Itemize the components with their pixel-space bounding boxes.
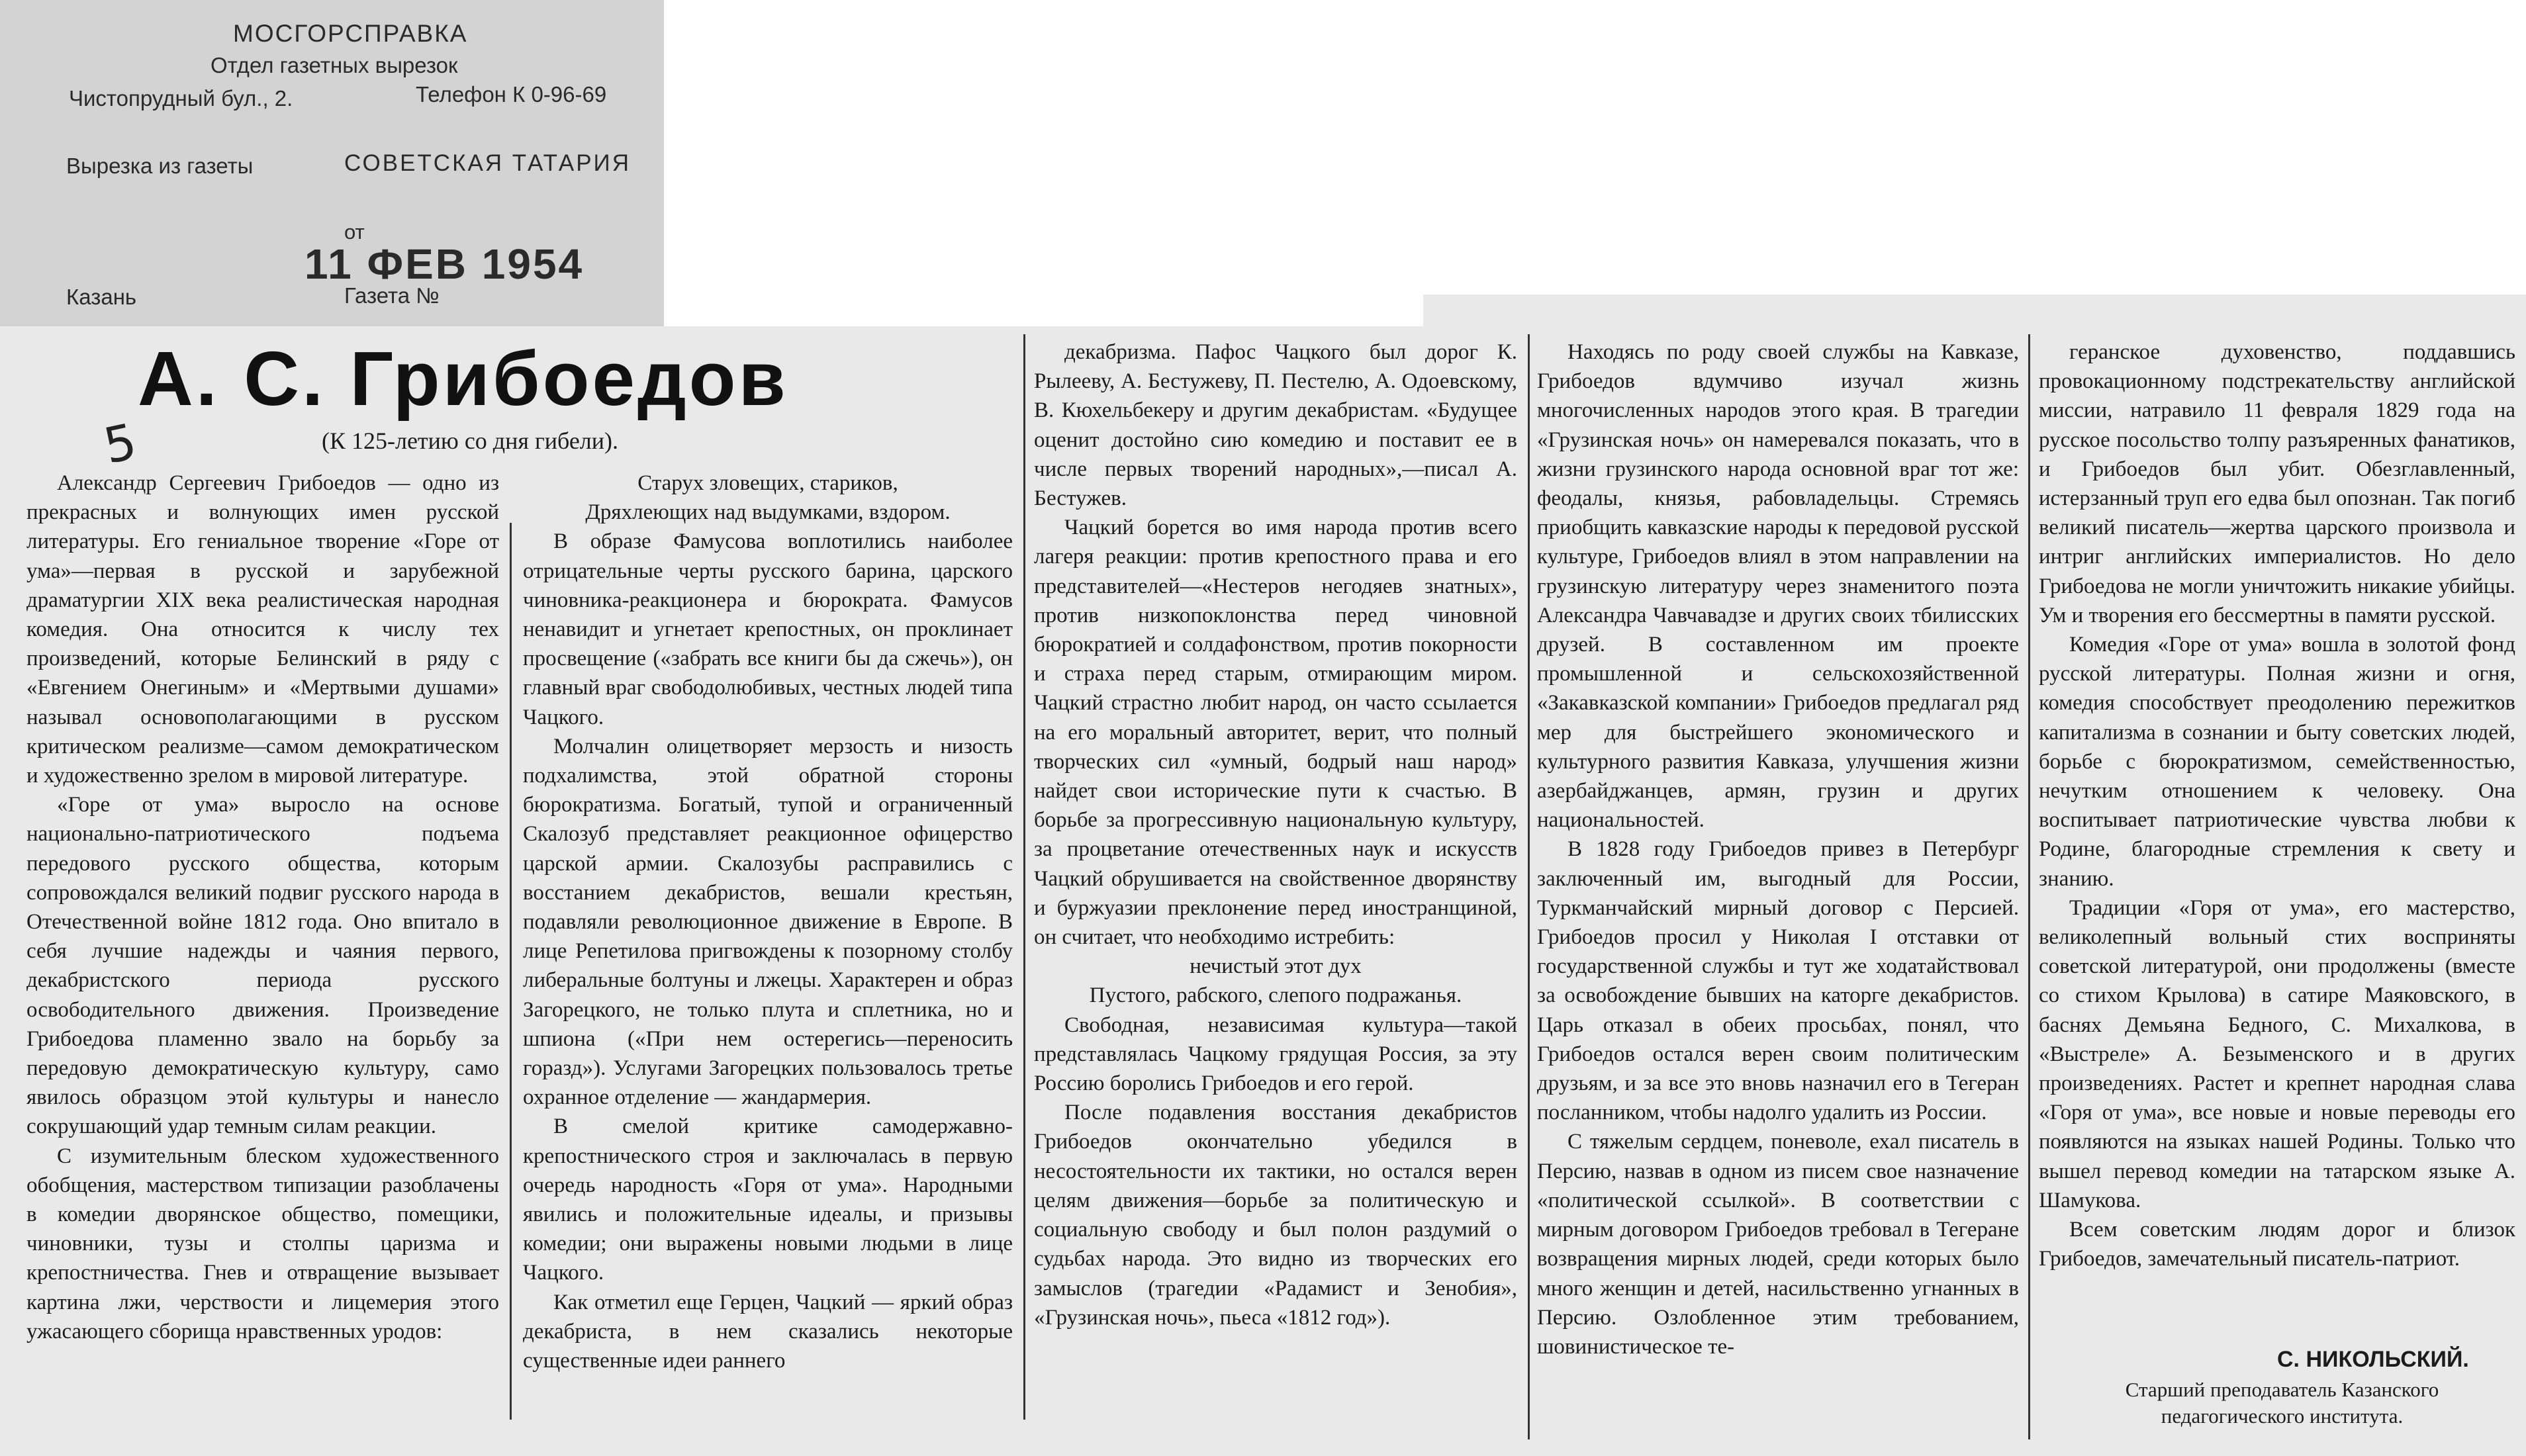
author-role: Старший преподаватель Казанского педагогического института. <box>2125 1378 2439 1428</box>
article-paragraph: Молчалин олицетворяет мерзость и низость подхалимства, этой обратной стороны бюрократизма. Богатый, тупой и ограниченный Скалозуб представляет реакционное офицерство царской армии. Скалозубы расправились с восстанием декабристов, вешали крестьян, подавляли революционное движение в Европе. В лице Репетилова пригвождены к позорному столбу либеральные болтуны и лжецы. Характерен и образ Загорецкого, не только плута и сплетника, но и шпиона («При нем остерегись—переносить горазд»). Услугами Загорецких пользовалось третье охранное отделение — жандармерия. <box>523 734 1013 1110</box>
article-column-3 <box>1034 338 1517 1332</box>
article-column-1 <box>26 469 499 1346</box>
article-paragraph: Традиции «Горя от ума», его мастерство, великолепный вольный стих восприняты советской литературой, они продолжены (вместе со стихом Крылова) в сатире Маяковского, в баснях Демьяна Бедного, С. Михалкова, в «Выстреле» А. Безыменского и в других произведениях. Растет и крепнет народная слава «Горя от ума», все новые и новые переводы его появляются на языках нашей Родины. Только что вышел перевод комедии на татарском языке А. Шамукова. <box>2039 895 2515 1212</box>
article-column-4 <box>1537 338 2019 1361</box>
article-paragraph: геранское духовенство, поддавшись провокационному подстрекательству английской миссии, натравило 11 февраля 1829 года на русское посольство толпу разъяренных фанатиков, и Грибоедов был убит. Обезглавленный, истерзанный труп его едва был опознан. Так погиб великий писатель—жертва царского произвола и интриг английских империалистов. Но дело Грибоедова не могли уничтожить никакие убийцы. Ум и творения его бессмертны в памяти русской. <box>2039 340 2515 627</box>
stamp-department: Отдел газетных вырезок <box>210 53 458 77</box>
stamp-address: Чистопрудный бул., 2. <box>69 86 293 111</box>
stamp-date: 11 ФЕВ 1954 <box>304 240 585 288</box>
handwritten-margin-mark: 5 <box>99 413 142 475</box>
column-rule <box>1023 334 1025 1420</box>
article-paragraph: В 1828 году Грибоедов привез в Петербург заключенный им, выгодный для России, Туркманчайский мирный договор с Персией. Грибоедов просил у Николая I отставки от государственной службы и тут же ходатайствовал за освобождение бывших на каторге декабристов. Царь отказал в обеих просьбах, понял, что Грибоедов остался верен своим политическим друзьям, и за все это вновь назначил его в Тегеран посланником, чтобы надолго удалить из России. <box>1537 837 2019 1125</box>
verse-line: Старух зловещих, стариков, <box>637 471 898 495</box>
article-paragraph: Находясь по роду своей службы на Кавказе, Грибоедов вдумчиво изучал жизнь многочисленных народов этого края. В трагедии «Грузинская ночь» он намеревался показать, что в жизни грузинского народа основной враг тот же: феодалы, князья, рабовладельцы. Стремясь приобщить кавказские народы к передовой русской культуре, Грибоедов влиял в этом направлении на грузинскую литературу через знаменитого поэта Александра Чавчавадзе и других своих тбилисских друзей. В составленном им проекте промышленной и сельскохозяйственной «Закавказской компании» Грибоедов предлагал ряд мер для быстрейшего экономического и культурного развития Кавказа, улучшения жизни азербайджанцев, армян, грузин и других национальностей. <box>1537 340 2019 833</box>
article-subtitle: (К 125-летию со дня гибели). <box>322 428 619 454</box>
stamp-phone: Телефон К 0-96-69 <box>416 82 607 107</box>
column-rule <box>2028 334 2030 1439</box>
verse-line: Пустого, рабского, слепого подражанья. <box>1089 983 1462 1008</box>
stamp-from-label: от <box>344 220 365 244</box>
verse-line: Дряхлеющих над выдумками, вздором. <box>585 500 951 525</box>
article-paragraph: С изумительным блеском художественного обобщения, мастерством типизации разоблачены в комедии дворянское общество, помещики, чиновники, тузы и столпы царизма и крепостничества. Гнев и отвращение вызывает картина лжи, черствости и лицемерия этого ужасающего сборища нравственных уродов: <box>26 1144 499 1343</box>
article-paragraph: В образе Фамусова воплотились наиболее отрицательные черты русского барина, царского чиновника-реакционера и бюрократа. Фамусов ненавидит и угнетает крепостных, он проклинает просвещение («забрать все книги бы да сжечь»), он главный враг свободолюбивых, честных людей типа Чацкого. <box>523 529 1013 729</box>
stamp-newspaper-name: СОВЕТСКАЯ ТАТАРИЯ <box>344 150 631 176</box>
author-signature: С. НИКОЛЬСКИЙ. <box>2277 1347 2469 1372</box>
stamp-gazeta-number-label: Газета № <box>344 283 440 308</box>
article-paragraph: Как отметил еще Герцен, Чацкий — яркий образ декабриста, в нем сказались некоторые существенные идеи раннего <box>523 1290 1013 1373</box>
article-paragraph: Александр Сергеевич Грибоедов — одно из прекрасных и волнующих имен русской литературы. Его гениальное творение «Горе от ума»—первая в русской и зарубежной драматургии XIX века реалистическая народная комедия. Она относится к числу тех произведений, которые Белинский в ряду с «Евгением Онегиным» и «Мертвыми душами» называл основополагающими в русском критическом реализме—самом демократическом и художественно зрелом в мировой литературе. <box>26 471 499 788</box>
article-paragraph: В смелой критике самодержавно-крепостнического строя и заключалась в первую очередь народность «Горя от ума». Народными явились и положительные идеалы, и призывы комедии; они выражены новыми людьми в лице Чацкого. <box>523 1115 1013 1285</box>
column-rule <box>1528 334 1530 1439</box>
article-title: А. С. Грибоедов <box>138 336 788 422</box>
verse-line: нечистый этот дух <box>1190 954 1362 979</box>
stamp-city: Казань <box>66 285 137 309</box>
article-paragraph: Комедия «Горе от ума» вошла в золотой фонд русской литературы. Полная жизни и огня, комедия способствует преодолению пережитков капитализма в сознании и быту советских людей, борьбе с бюрократизмом, семейственностью, нечутким отношением к человеку. Она воспитывает патриотические чувства любви к Родине, благородные стремления к свету и знанию. <box>2039 633 2515 891</box>
article-paragraph: Чацкий борется во имя народа против всего лагеря реакции: против крепостного права и его представителей—«Нестеров негодяев знатных», против низкопоклонства перед чиновной бюрократией и солдафонством, против покорности и страха перед старым, отмирающим миром. Чацкий страстно любит народ, он часто ссылается на его моральный авторитет, верит, что полный творческих сил «умный, бодрый наш народ» найдет свои исторические пути к счастью. В борьбе за прогрессивную национальную культуру, за процветание отечественных наук и искусств Чацкий обрушивается на свойственное дворянству и буржуазии преклонение перед иностранщиной, он считает, что необходимо истребить: <box>1034 516 1517 950</box>
article-paragraph: декабризма. Пафос Чацкого был дорог К. Рылееву, А. Бестужеву, П. Пестелю, А. Одоевскому, В. Кюхельбекеру и другим декабристам. «Будущее оценит достойно сию комедию и поставит ее в числе первых творений народных»,—писал А. Бестужев. <box>1034 340 1517 511</box>
clipping-stamp-card <box>0 0 664 326</box>
article-paragraph: «Горе от ума» выросло на основе национально-патриотического подъема передового русского общества, которым сопровождался великий подвиг русского народа в Отечественной войне 1812 года. Оно впитало в себя лучшие надежды и чаяния первого, декабристского периода русского освободительного движения. Произведение Грибоедова пламенно звало на борьбу за передовую демократическую культуру, само явилось образцом этой культуры и нанесло сокрушающий удар темным силам реакции. <box>26 793 499 1139</box>
stamp-organization: МОСГОРСПРАВКА <box>233 20 468 47</box>
stamp-cut-from-label: Вырезка из газеты <box>66 154 254 178</box>
article-paragraph: Свободная, независимая культура—такой представлялась Чацкому грядущая Россия, за эту Россию боролись Грибоедов и его герой. <box>1034 1013 1517 1096</box>
column-rule <box>510 523 512 1420</box>
article-column-2 <box>523 469 1013 1375</box>
article-column-5 <box>2039 338 2515 1274</box>
article-paragraph: С тяжелым сердцем, поневоле, ехал писатель в Персию, назвав в одном из писем свое назначение «политической ссылкой». В соответствии с мирным договором Грибоедов требовал в Тегеране возвращения мирных людей, среди которых было много женщин и детей, насильственно угнанных в Персию. Озлобленное этим требованием, шовинистическое те- <box>1537 1130 2019 1359</box>
article-paragraph: После подавления восстания декабристов Грибоедов окончательно убедился в несостоятельности их тактики, но остался верен целям движения—борьбе за политическую и социальную свободу и был полон раздумий о судьбах народа. Это видно из творческих его замыслов (трагедии «Радамист и Зенобия», «Грузинская ночь», пьеса «1812 год»). <box>1034 1101 1517 1330</box>
article-paragraph: Всем советским людям дорог и близок Грибоедов, замечательный писатель-патриот. <box>2039 1218 2515 1271</box>
